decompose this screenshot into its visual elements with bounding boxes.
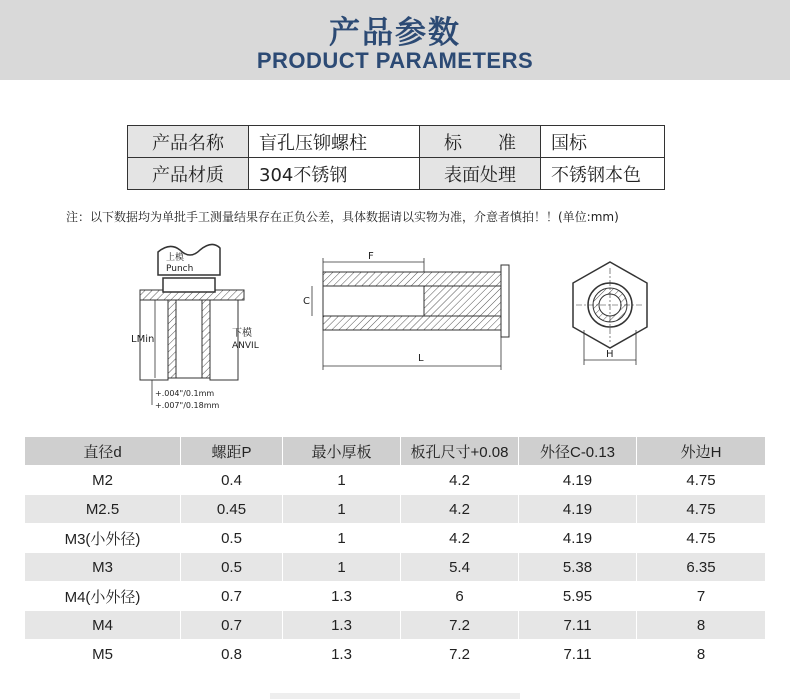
blind-end: [424, 286, 501, 316]
f-label: F: [368, 251, 374, 262]
product-info-table: [127, 125, 665, 190]
info-value: 盲孔压铆螺柱: [249, 126, 420, 158]
cell: 4.2: [401, 495, 519, 524]
cell: 0.4: [181, 466, 283, 495]
cell: 0.5: [181, 553, 283, 582]
installation-view: [131, 244, 259, 410]
cell: 0.7: [181, 611, 283, 640]
cell: M3: [25, 553, 181, 582]
spec-header: 螺距P: [181, 437, 283, 466]
cell: 1.3: [283, 582, 401, 611]
tolerance-2: +.007"/0.18mm: [155, 401, 220, 410]
cell: M5: [25, 640, 181, 669]
spec-header: 直径d: [25, 437, 181, 466]
cell: 4.75: [637, 495, 766, 524]
table-row: [25, 582, 766, 611]
spec-table: [24, 436, 766, 669]
table-row: [25, 466, 766, 495]
header-banner: [0, 0, 790, 80]
cell: 1.3: [283, 611, 401, 640]
tolerance-1: +.004"/0.1mm: [155, 389, 215, 398]
cell: 6: [401, 582, 519, 611]
spec-header-row: [25, 437, 766, 466]
info-key: 产品名称: [128, 126, 249, 158]
cell: 1: [283, 495, 401, 524]
info-value: 国标: [541, 126, 665, 158]
cell: 4.75: [637, 466, 766, 495]
cell: 1: [283, 466, 401, 495]
cell: 1: [283, 553, 401, 582]
flange: [501, 265, 509, 337]
punch-label-cn: 上模: [166, 253, 185, 263]
cell: 4.75: [637, 524, 766, 553]
cell: 6.35: [637, 553, 766, 582]
cell: 0.8: [181, 640, 283, 669]
cell: 5.95: [519, 582, 637, 611]
info-value: 不锈钢本色: [541, 158, 665, 190]
stud-head: [163, 278, 215, 292]
page-subtitle: PRODUCT PARAMETERS: [256, 48, 534, 73]
cell: 0.5: [181, 524, 283, 553]
spec-header: 板孔尺寸+0.08: [401, 437, 519, 466]
table-row: [25, 640, 766, 669]
sleeve-bottom: [323, 316, 501, 330]
info-row: [128, 126, 665, 158]
cell: 1: [283, 524, 401, 553]
cell: 1.3: [283, 640, 401, 669]
info-key: 标 准: [420, 126, 541, 158]
spec-header: 最小厚板: [283, 437, 401, 466]
side-section-view: [303, 251, 509, 370]
cell: 0.7: [181, 582, 283, 611]
table-row: [25, 524, 766, 553]
measurement-note: 注：以下数据均为单批手工测量结果存在正负公差，具体数据请以实物为准，介意者慎拍！！(单位:mm): [66, 210, 619, 224]
footer-edge: [270, 693, 520, 699]
info-key: 产品材质: [128, 158, 249, 190]
cell: M2.5: [25, 495, 181, 524]
cell: 4.19: [519, 524, 637, 553]
table-row: [25, 495, 766, 524]
cell: 7.2: [401, 611, 519, 640]
cell: M3(小外径): [25, 524, 181, 553]
cell: M4: [25, 611, 181, 640]
cell: 4.19: [519, 495, 637, 524]
cell: 7.2: [401, 640, 519, 669]
technical-diagram: [0, 230, 790, 430]
spec-header: 外边H: [637, 437, 766, 466]
lmin-label: LMin: [131, 334, 155, 345]
cell: M2: [25, 466, 181, 495]
info-row: [128, 158, 665, 190]
stud-wall-right: [202, 300, 210, 378]
table-row: [25, 611, 766, 640]
table-row: [25, 553, 766, 582]
punch-label-en: Punch: [166, 264, 194, 274]
cell: 4.2: [401, 524, 519, 553]
cell: 4.2: [401, 466, 519, 495]
anvil-label-en: ANVIL: [232, 341, 259, 351]
cell: 7.11: [519, 640, 637, 669]
hex-end-view: [573, 262, 647, 365]
c-label: C: [303, 296, 310, 307]
cell: 0.45: [181, 495, 283, 524]
bore: [323, 286, 424, 316]
anvil-label-cn: 下模: [232, 328, 252, 339]
cell: 5.38: [519, 553, 637, 582]
cell: 8: [637, 640, 766, 669]
cell: 7: [637, 582, 766, 611]
h-label: H: [606, 349, 614, 360]
l-label: L: [418, 353, 424, 364]
info-key: 表面处理: [420, 158, 541, 190]
cell: 4.19: [519, 466, 637, 495]
page-title: 产品参数: [329, 15, 461, 51]
spec-header: 外径C-0.13: [519, 437, 637, 466]
cell: 8: [637, 611, 766, 640]
anvil-right: [210, 300, 238, 380]
cell: 7.11: [519, 611, 637, 640]
sleeve-top: [323, 272, 501, 286]
cell: M4(小外径): [25, 582, 181, 611]
info-value: 304不锈钢: [249, 158, 420, 190]
cell: 5.4: [401, 553, 519, 582]
stud-wall-left: [168, 300, 176, 378]
